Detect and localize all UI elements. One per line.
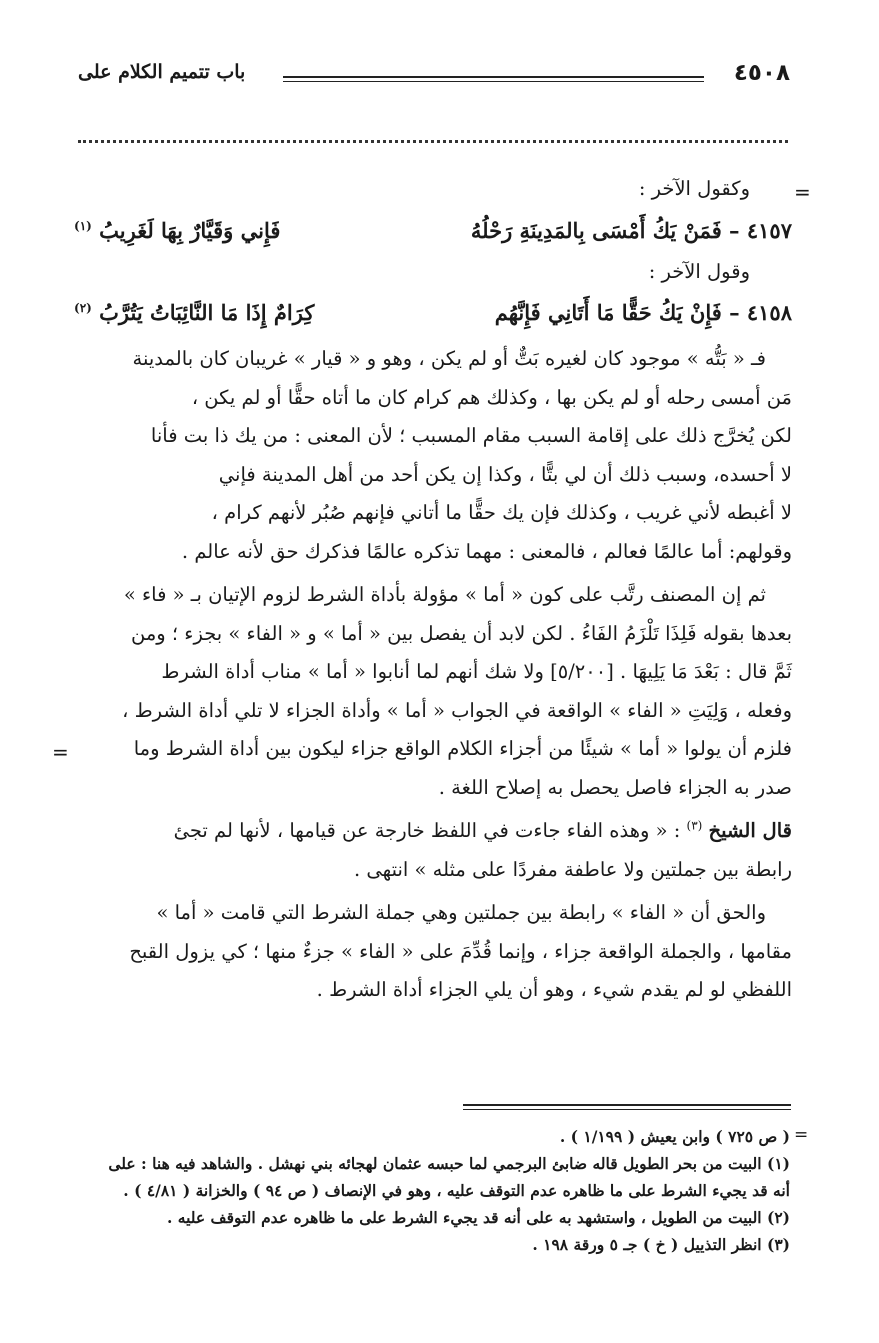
text-line: ثَمَّ قال : بَعْدَ مَا يَلِيهَا . [٥/٢٠٠] ولا شك أنهم لما أنابوا « أما » مناب أداة الشرط [161, 660, 792, 683]
dotted-separator [78, 140, 788, 143]
paragraph [74, 894, 792, 1010]
quoted-author: قال الشيخ [708, 819, 792, 842]
paragraph [74, 576, 792, 807]
main-text [74, 170, 792, 1010]
page-number: ٤٥٠٨ [733, 60, 790, 86]
text-line: فـ « بَتُّه » موجود كان لغيره بَتٌّ أو لم يكن ، وهو و « قيار » غريبان كان بالمدينة [132, 347, 766, 370]
footnote-line: أنه قد يجيء الشرط على ما ظاهره عدم التوقف عليه ، وهو في الإنصاف ( ص ٩٤ ) والخزانة ( ٤/٨١ ) . [123, 1181, 790, 1200]
text-line: فلزم أن يولوا « أما » شيئًا من أجزاء الكلام الواقع جزاء ليكون بين أداة الشرط وما [133, 737, 792, 760]
footnote-line: (١) البيت من بحر الطويل قاله ضابئ البرجمي لما حبسه عثمان لهجائه بني نهشل . والشاهد فيه هنا : على [108, 1154, 790, 1173]
paragraph [74, 812, 792, 889]
footnote-ref: (١) [74, 218, 92, 233]
verse-intro: وكقول الآخر : [638, 177, 750, 200]
continuation-mark: = [794, 180, 811, 204]
text-line: بعدها بقوله فَلِذَا تَلْزَمُ الفَاءُ . لكن لابد أن يفصل بين « أما » و « الفاء » بجزء ؛ ومن [130, 621, 792, 645]
running-title: باب تتميم الكلام على [78, 61, 246, 83]
text-line: والحق أن « الفاء » رابطة بين جملتين وهي جملة الشرط التي قامت « أما » [156, 901, 766, 924]
text-line: وفعله ، وَلِيَتِ « الفاء » الواقعة في الجواب « أما » وأداة الجزاء لا تلي أداة الشرط ، [122, 698, 792, 722]
footnote-line: ( ص ٧٢٥ ) وابن يعيش ( ١/١٩٩ ) . [559, 1127, 790, 1146]
text-line: مقامها ، والجملة الواقعة جزاء ، وإنما قُدِّمَ على « الفاء » جزءٌ منها ؛ كي يزول القبح [129, 939, 792, 963]
footnote-line: (٢) البيت من الطويل ، واستشهد به على أنه قد يجيء الشرط على ما ظاهره عدم التوقف عليه . [166, 1208, 790, 1227]
footnote-ref: (٣) [686, 818, 703, 833]
verse-first-hemistich: ٤١٥٨ – فَإِنْ يَكُ حَقًّا مَا أَتَانِي فَإِنَّهُم [494, 300, 792, 325]
text-line: لكن يُخرَّج ذلك على إقامة السبب مقام المسبب ؛ لأن المعنى : من يك ذا بت فأنا [150, 424, 792, 447]
footnote-rule [463, 1104, 791, 1110]
text-line: قال الشيخ $^{(٣)}$ : « وهذه الفاء جاءت في اللفظ خارجة عن قيامها ، لأنها لم تجئ [173, 818, 792, 842]
text-line: رابطة بين جملتين ولا عاطفة مفردًا على مثله » انتهى . [353, 857, 792, 881]
footnotes [78, 1123, 790, 1258]
verse-second-hemistich: فَإِني وَقَيَّارٌ بِهَا لَغَرِيبُ $^{(١)}$ [74, 217, 281, 243]
text-line: ثم إن المصنف رتَّب على كون « أما » مؤولة بأداة الشرط لزوم الإتيان بـ « فاء » [123, 583, 766, 606]
verse-intro: وقول الآخر : [648, 259, 750, 283]
footnote-ref: (٢) [74, 301, 92, 315]
verse-4158 [74, 291, 792, 335]
text-line: وقولهم: أما عالمًا فعالم ، فالمعنى : مهما تذكره عالمًا فذكرك حق لأنه عالم . [181, 539, 792, 563]
paragraph [74, 340, 792, 571]
text-line: لا أغبطه لأني غريب ، وكذلك فإن يك حقًّا ما أتاني فإنهم صُبُر لأنهم كرام ، [211, 501, 792, 524]
verse-4157 [74, 209, 792, 253]
text-line: لا أحسده، وسبب ذلك أن لي بتًّا ، وكذا إن يكن أحد من أهل المدينة فإني [218, 462, 792, 486]
text-line: صدر به الجزاء فاصل يحصل به إصلاح اللغة . [438, 775, 792, 799]
continuation-mark-left: = [52, 740, 69, 764]
page-header [78, 58, 790, 98]
verse-second-hemistich: كِرَامٌ إِذَا مَا النَّائِبَاتُ يَتُرَّبُ $^{(٢)}$ [74, 300, 315, 325]
verse-first-hemistich: ٤١٥٧ – فَمَنْ يَكُ أَمْسَى بِالمَدِينَةِ رَحْلُهُ [470, 217, 792, 243]
header-rule [283, 76, 704, 82]
text-line: اللفظي لو لم يقدم شيء ، وهو أن يلي الجزاء أداة الشرط . [316, 978, 792, 1001]
text-line: مَن أمسى رحله أو لم يكن بها ، وكذلك هم كرام كان ما أتاه حقًّا أو لم يكن ، [191, 385, 792, 409]
continuation-mark: = [794, 1125, 809, 1145]
footnote-line: (٣) انظر التذييل ( خ ) جـ ٥ ورقة ١٩٨ . [532, 1235, 790, 1254]
